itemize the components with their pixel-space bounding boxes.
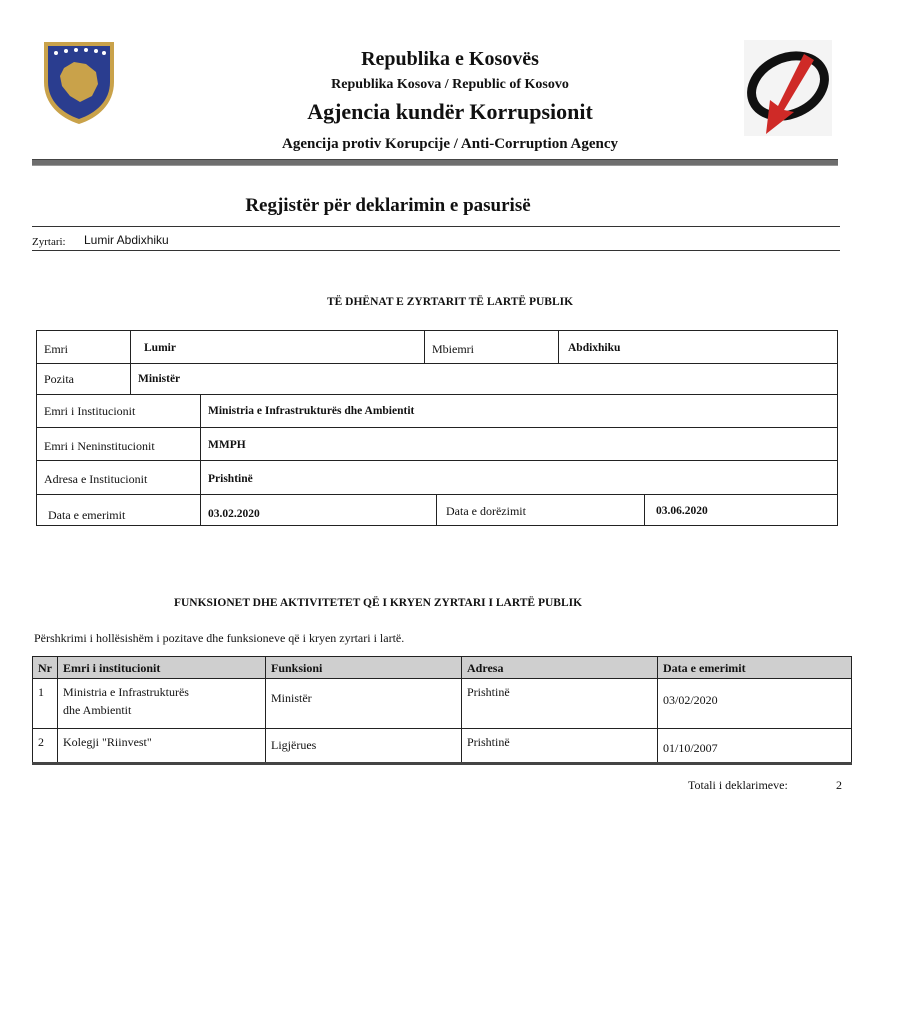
col-address: Adresa (462, 657, 658, 679)
mbiemri-label: Mbiemri (432, 342, 474, 356)
row-neninstitucioni (36, 427, 838, 461)
agency-translations: Agencija protiv Korupcije / Anti-Corruption Agency (282, 136, 618, 152)
row-date: 03/02/2020 (658, 679, 852, 729)
divider (644, 494, 645, 526)
functions-table (32, 656, 852, 765)
row-datat (36, 494, 838, 526)
row-institution (58, 679, 266, 729)
row-institucioni (36, 394, 838, 428)
divider (424, 330, 425, 364)
country-translations: Republika Kosova / Republic of Kosovo (331, 77, 569, 92)
header-divider (32, 159, 838, 166)
row-function: Ligjërues (266, 729, 462, 764)
document-title: Regjistër për deklarimin e pasurisë (245, 195, 531, 216)
country-title: Republika e Kosovës (361, 48, 539, 70)
agency-title: Agjencia kundër Korrupsionit (307, 99, 593, 124)
data-dorezimit-value: 03.06.2020 (656, 505, 708, 517)
col-function: Funksioni (266, 657, 462, 679)
divider (200, 394, 201, 428)
zyrtari-label: Zyrtari: (32, 236, 66, 248)
functions-description: Përshkrimi i hollësishëm i pozitave dhe funksioneve që i kryen zyrtari i lartë. (34, 631, 405, 645)
neninstitucioni-label: Emri i Neninstitucionit (44, 439, 155, 453)
col-institution: Emri i institucionit (58, 657, 266, 679)
divider (200, 460, 201, 495)
institucioni-label: Emri i Institucionit (44, 404, 136, 418)
row-nr: 2 (33, 729, 58, 764)
divider (436, 494, 437, 526)
official-data-section-title: TË DHËNAT E ZYRTARIT TË LARTË PUBLIK (326, 296, 574, 308)
data-emerimit-value: 03.02.2020 (208, 508, 260, 520)
neninstitucioni-value: MMPH (208, 439, 246, 451)
row-institution: Kolegji "Riinvest" (58, 729, 266, 764)
row-institution-line2: dhe Ambientit (63, 703, 132, 717)
row-address: Prishtinë (462, 679, 658, 729)
total-label: Totali i deklarimeve: (688, 778, 788, 792)
functions-table-header (33, 657, 852, 679)
divider (130, 330, 131, 364)
adresa-value: Prishtinë (208, 473, 253, 485)
divider (558, 330, 559, 364)
functions-section-title: FUNKSIONET DHE AKTIVITETET QË I KRYEN ZYRTARI I LARTË PUBLIK (173, 597, 583, 609)
col-date: Data e emerimit (658, 657, 852, 679)
row-nr: 1 (33, 679, 58, 729)
pozita-value: Ministër (138, 373, 181, 385)
table-row (33, 679, 852, 729)
divider (200, 427, 201, 461)
data-emerimit-label: Data e emerimit (48, 508, 126, 522)
data-dorezimit-label: Data e dorëzimit (446, 504, 526, 518)
row-address: Prishtinë (462, 729, 658, 764)
col-nr: Nr (33, 657, 58, 679)
mbiemri-value: Abdixhiku (568, 342, 621, 354)
divider (200, 494, 201, 526)
institucioni-value: Ministria e Infrastrukturës dhe Ambientit (208, 405, 415, 417)
row-institution-line1: Ministria e Infrastrukturës (63, 685, 189, 699)
emri-label: Emri (44, 342, 68, 356)
row-adresa (36, 460, 838, 495)
emri-value: Lumir (144, 342, 176, 354)
pozita-label: Pozita (44, 372, 74, 386)
zyrtari-underline (32, 250, 840, 251)
row-date: 01/10/2007 (658, 729, 852, 764)
divider (130, 363, 131, 395)
adresa-label: Adresa e Institucionit (44, 472, 148, 486)
title-underline (32, 226, 840, 227)
row-function: Ministër (266, 679, 462, 729)
zyrtari-value: Lumir Abdixhiku (84, 233, 169, 247)
table-row (33, 729, 852, 764)
total-value: 2 (836, 778, 842, 792)
